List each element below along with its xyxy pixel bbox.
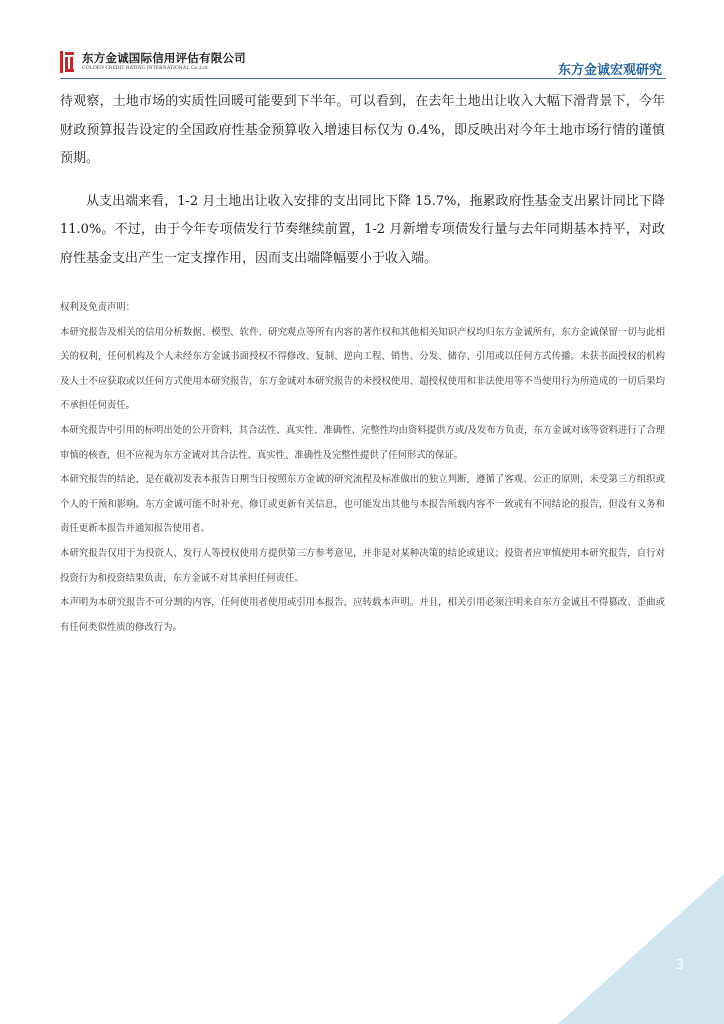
page-header <box>0 0 724 82</box>
report-body <box>60 88 665 287</box>
header-divider <box>60 78 666 79</box>
disclaimer-item: 本声明为本研究报告不可分割的内容，任何使用者使用或引用本报告，应转载本声明。并且，相关引用必须注明来自东方金诚且不得篡改、歪曲或有任何类似性质的修改行为。 <box>60 597 665 633</box>
disclaimer-section <box>60 296 665 640</box>
disclaimer-title: 权利及免责声明： <box>60 302 136 313</box>
disclaimer-item: 本研究报告中引用的标明出处的公开资料，其合法性、真实性、准确性、完整性均由资料提供方或/及发布方负责，东方金诚对该等资料进行了合理审慎的核查，但不应视为东方金诚对其合法性、真实性、准确性及完整性提供了任何形式的保证。 <box>60 424 665 461</box>
disclaimer-item: 本研究报告的结论，是在截初发表本报告日期当日按照东方金诚的研究流程及标准做出的独立判断，遵循了客观、公正的原则，未受第三方组织或个人的干预和影响。东方金诚可能不时补充、修订或更新有关信息，也可能发出其他与本报告所载内容不一致或有不同结论的报告，但没有义务和责任更新本报告并通知报告使用者。 <box>60 474 665 535</box>
logo-mark-icon <box>60 51 76 73</box>
disclaimer-item: 本研究报告及相关的信用分析数据、模型、软件、研究观点等所有内容的著作权和其他相关知识产权均归东方金诚所有，东方金诚保留一切与此相关的权利，任何机构及个人未经东方金诚书面授权不得修改、复制、逆向工程、销售、分发、储存、引用或以任何方式传播。未获书面授权的机构及人士不应获取或以任何方式使用本研究报告，东方金诚对本研究报告的未授权使用、超授权使用和非法使用等不当使用行为所造成的一切后果均不承担任何责任。 <box>60 326 665 412</box>
logo-company-name: 东方金诚国际信用评估有限公司 <box>82 50 246 65</box>
page-number: 3 <box>675 958 684 973</box>
body-paragraph: 待观察，土地市场的实质性回暖可能要到下半年。可以看到，在去年土地出让收入大幅下滑背景下，今年财政预算报告设定的全国政府性基金预算收入增速目标仅为 0.4%，即反映出对今年土地市场行情的谨慎预期。 <box>60 94 665 166</box>
logo-company-name-en: GOLDEN CREDIT RATING INTERNATIONAL Co.,Ltd. <box>82 65 209 72</box>
disclaimer-item: 本研究报告仅用于为投资人、发行人等授权使用方提供第三方参考意见，并非是对某种决策的结论或建议；投资者应审慎使用本研究报告，自行对投资行为和投资结果负责，东方金诚不对其承担任何责任。 <box>60 547 665 584</box>
corner-decoration <box>558 874 724 1024</box>
company-logo <box>60 50 246 74</box>
body-paragraph: 从支出端来看，1-2 月土地出让收入安排的支出同比下降 15.7%，拖累政府性基金支出累计同比下降 11.0%。不过，由于今年专项债发行节奏继续前置，1-2 月新增专项债发行量与去年同期基本持平，对政府性基金支出产生一定支撑作用，因而支出端降幅要小于收入端。 <box>60 193 665 266</box>
brand-title: 东方金诚宏观研究 <box>557 63 662 78</box>
